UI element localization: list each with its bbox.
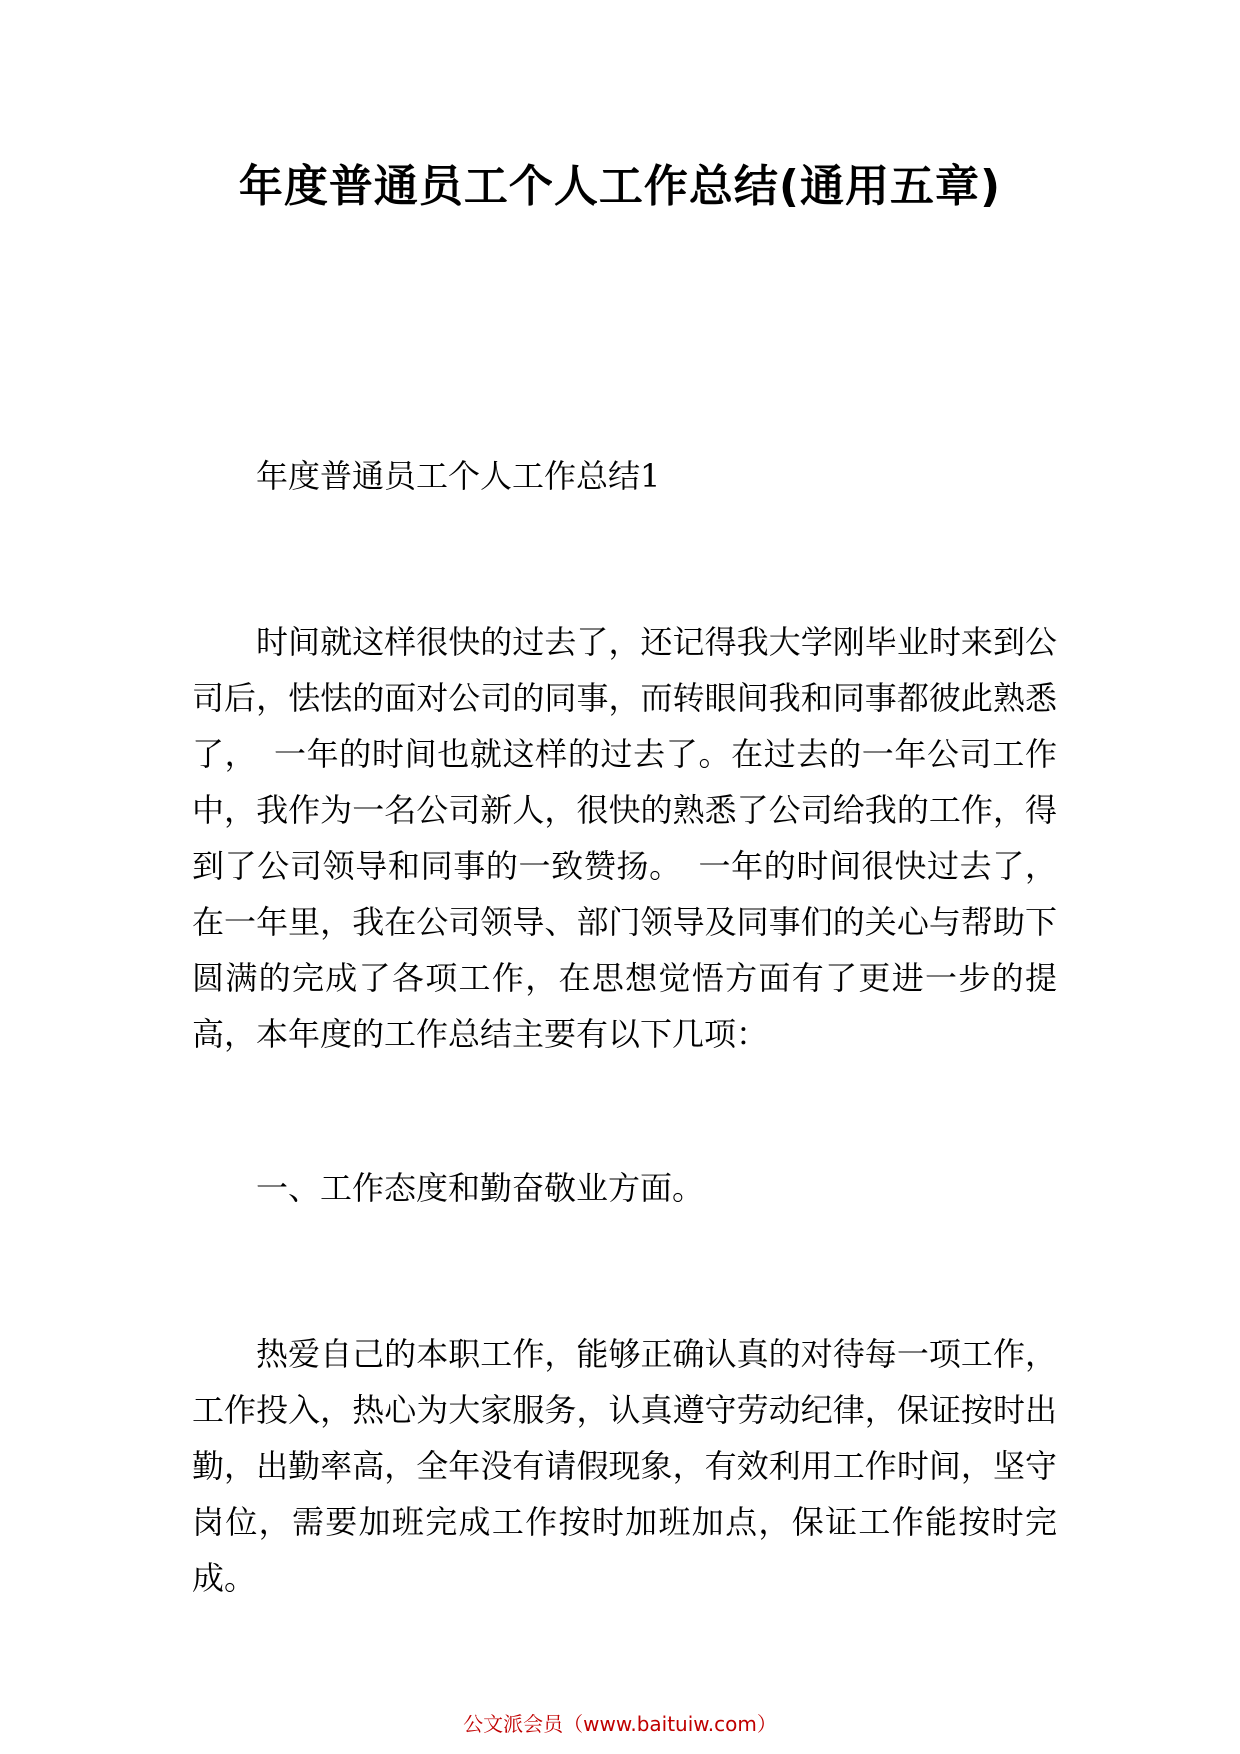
subtitle-block [192, 448, 1057, 504]
footer-watermark: 公文派会员（www.baituiw.com） [463, 1712, 777, 1736]
document-subtitle: 年度普通员工个人工作总结1 [256, 457, 661, 495]
paragraph-1: 时间就这样很快的过去了，还记得我大学刚毕业时来到公司后，怯怯的面对公司的同事，而转眼间我和同事都彼此熟悉了， 一年的时间也就这样的过去了。在过去的一年公司工作中，我作为一名公司新人，很快的熟悉了公司给我的工作，得到了公司领导和同事的一致赞扬。 一年的时间很快过去了，在一年里，我在公司领导、部门领导及同事们的关心与帮助下圆满的完成了各项工作，在思想觉悟方面有了更进一步的提高，本年度的工作总结主要有以下几项： [192, 623, 1057, 1053]
paragraph-block-2 [192, 1326, 1057, 1606]
paragraph-block-1 [192, 614, 1057, 1062]
document-title: 年度普通员工个人工作总结(通用五章) [238, 161, 1002, 212]
section-1-heading: 一、工作态度和勤奋敬业方面。 [256, 1169, 705, 1207]
section-heading-block [192, 1160, 1057, 1216]
paragraph-2: 热爱自己的本职工作，能够正确认真的对待每一项工作，工作投入，热心为大家服务，认真遵守劳动纪律，保证按时出勤，出勤率高，全年没有请假现象，有效利用工作时间，坚守岗位，需要加班完成工作按时加班加点，保证工作能按时完成。 [192, 1335, 1057, 1597]
